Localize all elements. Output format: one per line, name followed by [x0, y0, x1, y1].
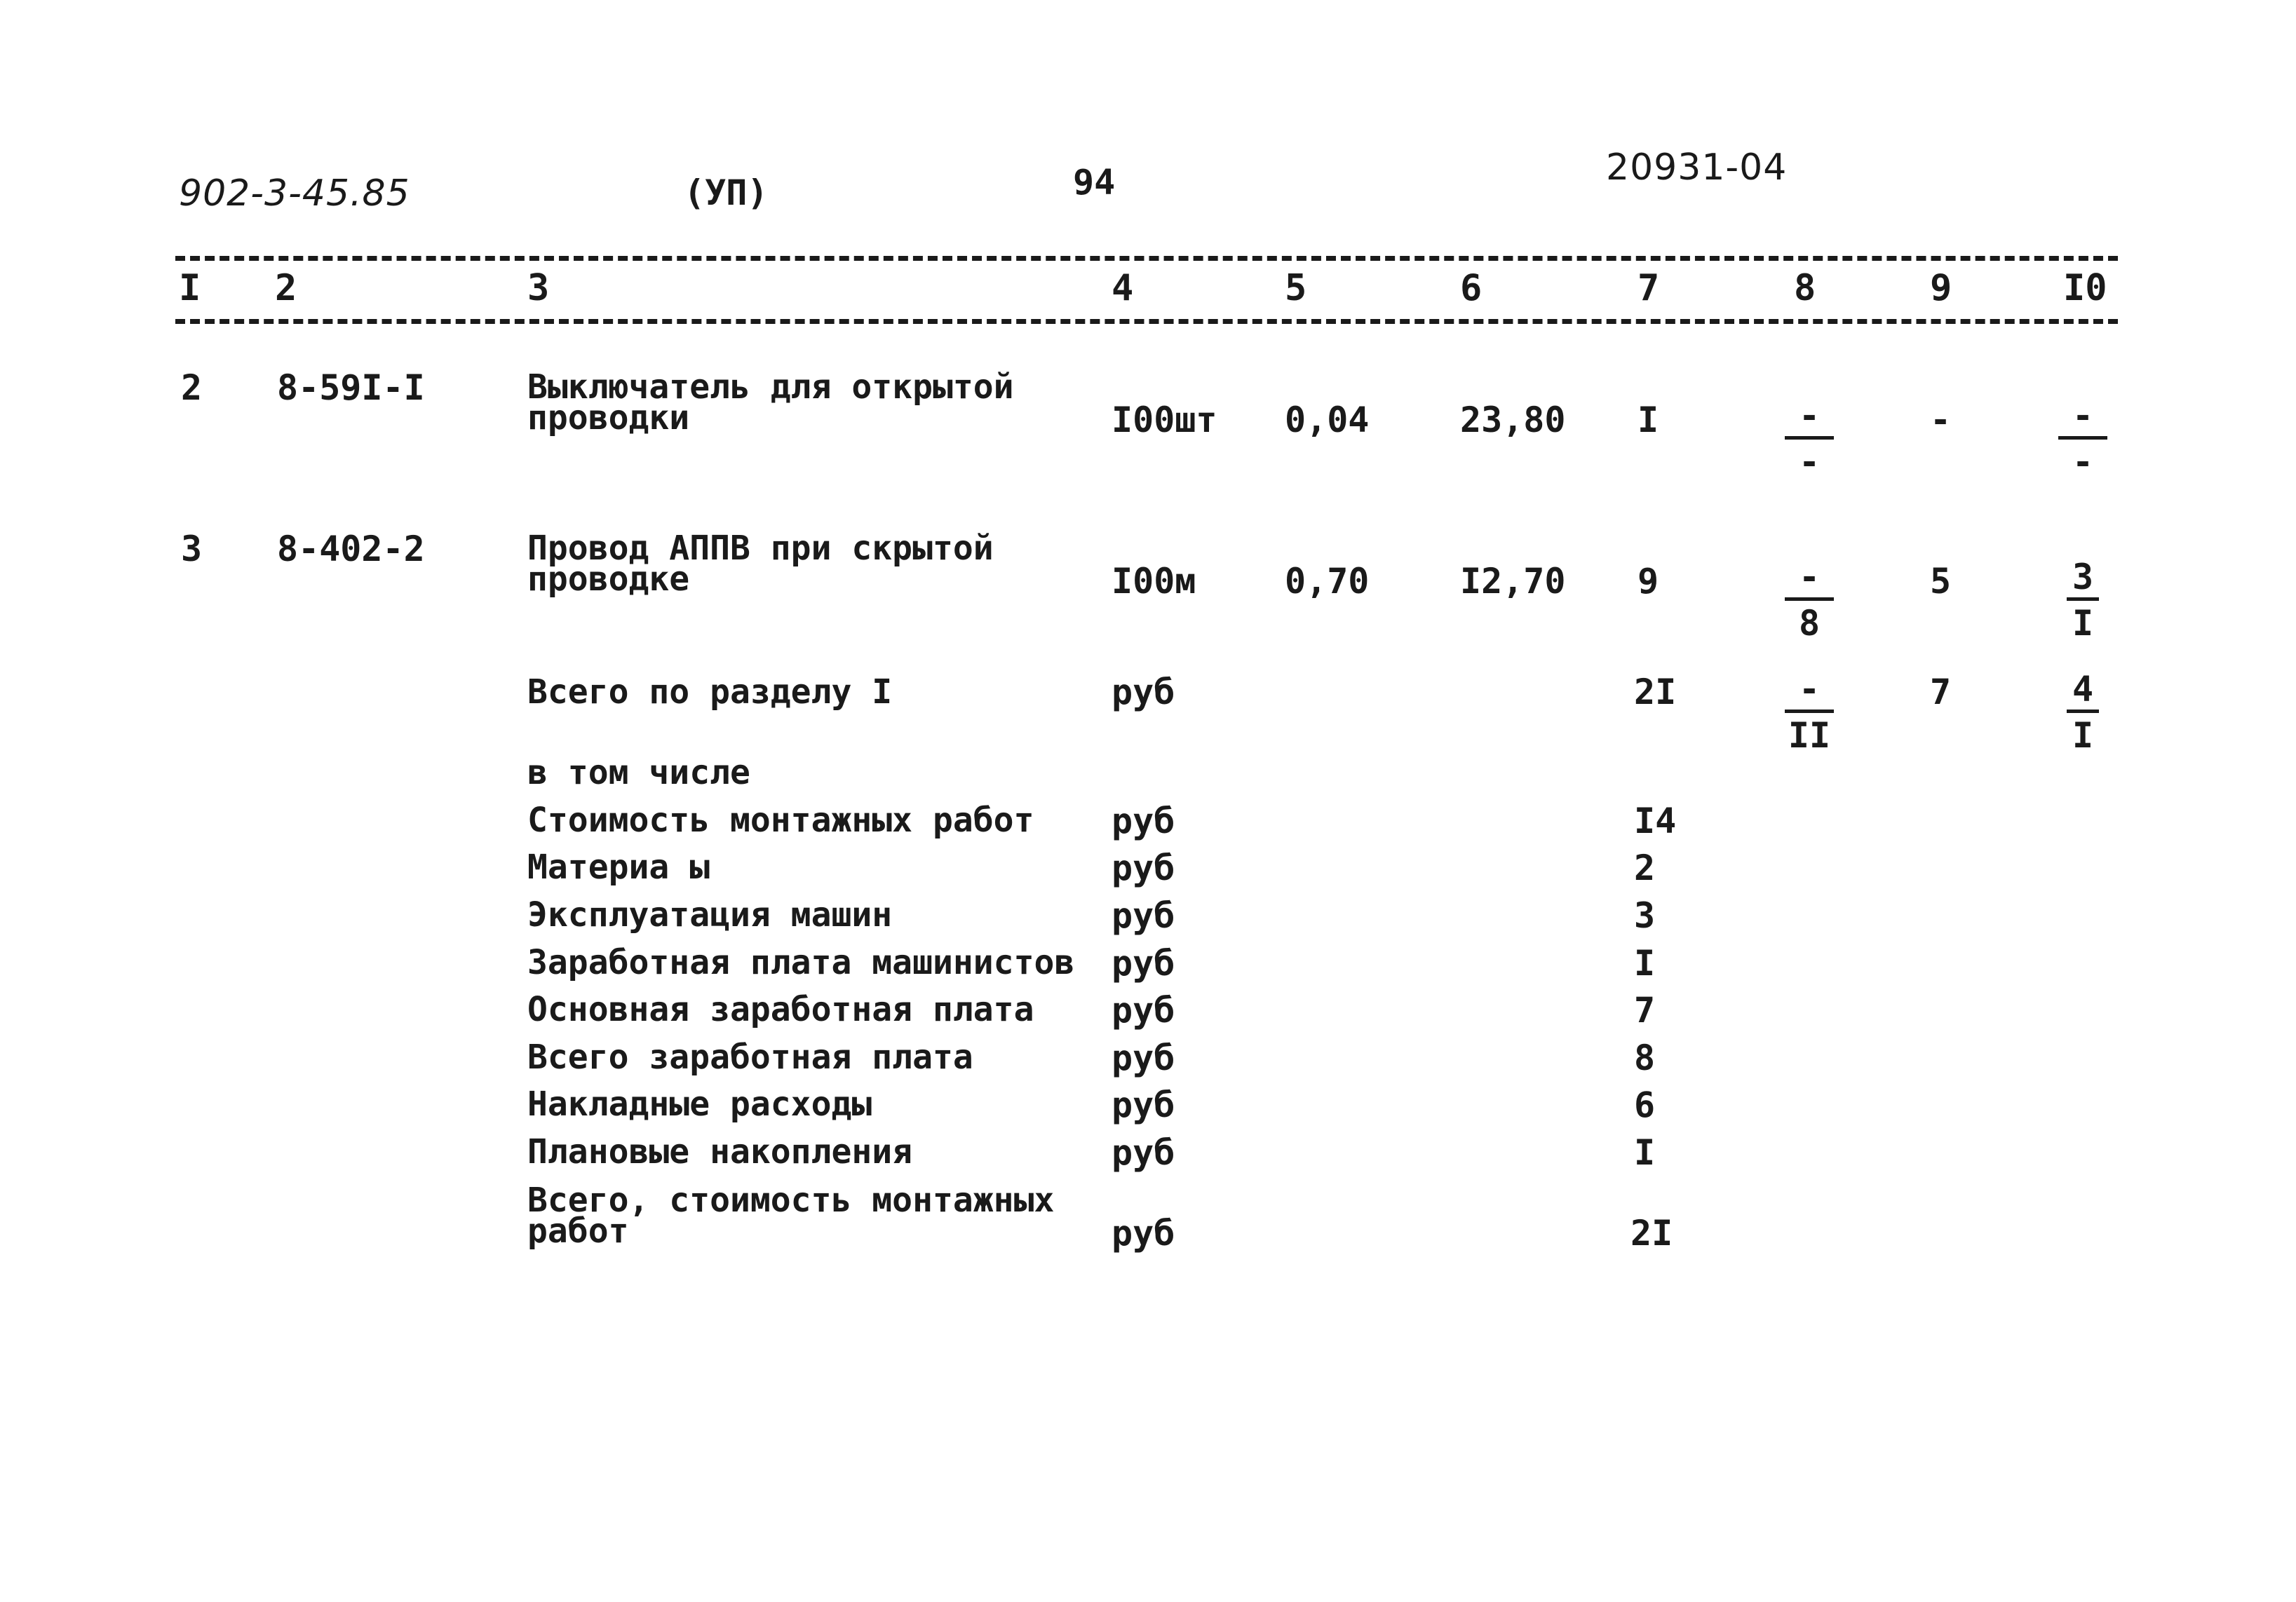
row-2-name-line1: Провод АППВ при скрытой: [527, 529, 994, 568]
row-2-col8-numerator: -: [1798, 557, 1821, 597]
fraction-bar: [2067, 710, 2099, 713]
row-1-col8-denominator: -: [1798, 442, 1821, 482]
grand-total-label-line2: работ: [527, 1211, 629, 1251]
breakdown-item-value: 3: [1634, 895, 1656, 936]
fraction-bar: [2067, 597, 2099, 601]
section-total-col8-numerator: -: [1798, 669, 1821, 710]
row-2-code: 8-402-2: [277, 529, 425, 569]
column-number-4: 4: [1112, 267, 1134, 309]
breakdown-item-value: I: [1634, 1132, 1656, 1173]
row-2-col10-numerator: 3: [2072, 557, 2094, 597]
breakdown-item-unit: руб: [1112, 1085, 1175, 1125]
row-2-col8-fraction: [1778, 559, 1841, 643]
breakdown-item-label: Эксплуатация машин: [527, 895, 893, 935]
row-2-unit: I00м: [1112, 561, 1196, 602]
grand-total-unit: руб: [1112, 1213, 1175, 1254]
section-total-col10-denominator: I: [2072, 715, 2094, 756]
row-1-quantity: 0,04: [1285, 400, 1370, 440]
breakdown-item-label: Основная заработная плата: [527, 990, 1034, 1029]
section-total-value: 2I: [1634, 672, 1677, 712]
row-1-name-line1: Выключатель для открытой: [527, 367, 1014, 407]
column-number-10: I0: [2063, 267, 2107, 309]
breakdown-item-unit: руб: [1112, 895, 1175, 936]
row-1-col10-denominator: -: [2072, 442, 2094, 482]
breakdown-item-value: 7: [1634, 990, 1656, 1031]
page-number: 94: [1073, 162, 1116, 203]
column-number-6: 6: [1460, 267, 1483, 309]
row-2-col10-fraction: [2051, 559, 2114, 643]
register-number: 20931-04: [1606, 147, 1788, 189]
row-1-col8-numerator: -: [1798, 395, 1821, 436]
column-number-8: 8: [1794, 267, 1816, 309]
fraction-bar: [2058, 436, 2107, 440]
row-1-unit: I00шт: [1112, 400, 1217, 440]
section-total-col10-numerator: 4: [2072, 669, 2094, 710]
row-1-col9: -: [1930, 400, 1952, 440]
section-total-label: Всего по разделу I: [527, 672, 893, 712]
row-2-name-line2: проводке: [527, 559, 690, 599]
fraction-bar: [1785, 597, 1834, 601]
breakdown-item-value: 8: [1634, 1038, 1656, 1078]
breakdown-item-value: 6: [1634, 1085, 1656, 1125]
breakdown-item-value: I4: [1634, 801, 1677, 841]
breakdown-item-label: Заработная плата машинистов: [527, 943, 1075, 982]
column-number-5: 5: [1285, 267, 1307, 309]
row-1-col10-fraction: [2051, 395, 2114, 482]
section-total-unit: руб: [1112, 672, 1175, 712]
row-2-col8-denominator: 8: [1798, 603, 1821, 644]
fraction-bar: [1785, 436, 1834, 440]
column-number-1: I: [179, 267, 201, 309]
breakdown-item-unit: руб: [1112, 848, 1175, 888]
breakdown-item-unit: руб: [1112, 801, 1175, 841]
grand-total-label-line1: Всего, стоимость монтажных: [527, 1181, 1055, 1220]
row-2-total: 9: [1637, 561, 1659, 602]
section-total-col8-denominator: II: [1788, 715, 1831, 756]
section-total-col10-fraction: [2051, 669, 2114, 756]
breakdown-item-value: 2: [1634, 848, 1656, 888]
fraction-bar: [1785, 710, 1834, 713]
section-mark: (УП): [684, 172, 769, 213]
grand-total-value: 2I: [1630, 1213, 1673, 1254]
breakdown-item-label: Плановые накопления: [527, 1132, 913, 1172]
column-number-9: 9: [1930, 267, 1952, 309]
column-number-3: 3: [527, 267, 550, 309]
breakdown-item-label: Материа ы: [527, 848, 710, 887]
breakdown-item-label: Стоимость монтажных работ: [527, 801, 1034, 840]
breakdown-item-unit: руб: [1112, 1038, 1175, 1078]
row-2-unit-price: I2,70: [1460, 561, 1566, 602]
breakdown-item-label: Всего заработная плата: [527, 1038, 973, 1077]
breakdown-item-unit: руб: [1112, 943, 1175, 984]
breakdown-item-value: I: [1634, 943, 1656, 984]
breakdown-item-label: Накладные расходы: [527, 1085, 872, 1124]
column-number-2: 2: [275, 267, 297, 309]
section-total-col8-fraction: [1778, 669, 1841, 756]
breakdown-item-unit: руб: [1112, 1132, 1175, 1173]
row-1-col10-numerator: -: [2072, 395, 2094, 436]
row-2-number: 3: [181, 529, 203, 569]
row-2-quantity: 0,70: [1285, 561, 1370, 602]
row-2-col9: 5: [1930, 561, 1952, 602]
row-2-col10-denominator: I: [2072, 603, 2094, 644]
row-1-name-line2: проводки: [527, 398, 690, 437]
section-total-col9: 7: [1930, 672, 1952, 712]
row-1-total: I: [1637, 400, 1659, 440]
row-1-number: 2: [181, 367, 203, 408]
row-1-unit-price: 23,80: [1460, 400, 1566, 440]
header-top-rule: [175, 256, 2118, 261]
row-1-code: 8-59I-I: [277, 367, 425, 408]
header-bottom-rule: [175, 319, 2118, 324]
row-1-col8-fraction: [1778, 395, 1841, 482]
breakdown-item-unit: руб: [1112, 990, 1175, 1031]
document-code: 902-3-45.85: [179, 172, 410, 215]
column-number-7: 7: [1637, 267, 1660, 309]
including-label: в том числе: [527, 753, 750, 792]
